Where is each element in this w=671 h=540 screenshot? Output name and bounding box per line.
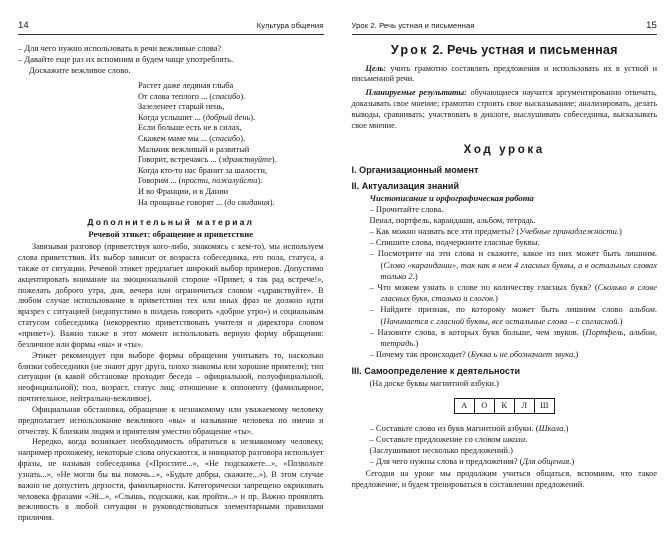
item-answer: Сколько в слове гласных букв, столько и слогов.	[380, 281, 658, 304]
poem-answer: до свидания	[227, 197, 270, 207]
body-paragraph: Этикет рекомендует при выборе формы обращения учитывать то, насколько близки собеседники (не знают друг друга, плохо знакомы или хорошие приятели); тип ситуации (в какой обстановке проходит беседа – официальной, полуофициальной, неофициальной); пол, возраст, статус лиц; отношение к оппоненту (фамильярное, почтительное, нейтрально-вежливое).	[18, 350, 324, 404]
item-text: – Найдите признак, по которому может быть лишним слово	[369, 304, 630, 315]
item-text: – Спишите слова, подчеркните гласные буквы.	[369, 237, 540, 248]
poem-line-tail: ).	[257, 176, 263, 186]
section-heading-self-determination: III. Самоопределение к деятельности	[351, 366, 521, 377]
dash-list-item	[370, 204, 658, 215]
poem-line-text: Скажем маме мы ... (	[138, 134, 213, 144]
dash-list-item	[370, 456, 658, 467]
course-of-lesson-heading: Ход урока	[463, 142, 545, 156]
dash-list-item	[370, 226, 658, 237]
poem-line-tail: ).	[269, 197, 275, 207]
item-answer: Для общения.	[522, 456, 572, 467]
poem-line	[138, 134, 324, 145]
poem-line	[138, 145, 324, 156]
poem-line	[138, 92, 324, 103]
item-text: – Составьте предложение со словом	[369, 433, 503, 444]
item-text: – Для чего нужны слова и предложения? (	[369, 456, 523, 467]
item-tail: )	[619, 315, 623, 326]
item-text: – Как можно назвать все эти предметы? (	[369, 225, 520, 236]
item-answer: Учебные принадлежности.	[519, 225, 620, 236]
dash-list-item	[370, 248, 658, 282]
item-answer: Портфель, альбом, тетрадь.	[380, 326, 657, 348]
poem-line-text: Когда услышит ... (	[138, 112, 206, 122]
item-text-cont: .	[525, 433, 528, 444]
body-paragraph: Завязывая разговор (приветствуя кого-либо, знакомясь с кем-то), мы используем слова приветствия. Их выбор зависит от возраста собеседника, его пола, статуса, а также от ситуации. Речевой этикет предлагает широкий выбор примеров. Допустимо акцентировать внимание на эмоциональной стороне «Привет, я так рад встрече!», пожелать доброго утра, дня, вечера или ограничиться словом «здравствуйте». В любом случае использование в приветствии тех или иных фраз не должно идти вразрез с ситуацией (недопустимо в полдень говорить «доброе утро») и социальным статусом собеседника (некорректно приветствовать учителя и директора словом «привет»). Важно также в этот момент использовать верную форму обращения: безличное или формы «вы» и «ты».	[18, 242, 324, 349]
poem-line	[138, 176, 324, 187]
poem-line-text: От слова теплого ... (	[138, 91, 213, 101]
dash-list-item	[370, 327, 658, 349]
lesson-title-main: 2. Речь устная и письменная	[432, 42, 618, 57]
dash-list-item	[370, 423, 658, 434]
actualization-items	[352, 204, 658, 361]
lesson-title-prefix: Урок	[390, 42, 429, 57]
item-tail: )	[414, 270, 418, 281]
blackboard-note: (На доске буквы магнитной азбуки.)	[369, 379, 499, 389]
poem-line-text: Мальчик вежливый и развитый	[138, 144, 250, 154]
goal-label: Цель:	[365, 63, 387, 73]
goal-text: учить грамотно составлять предложения и использовать их в устной и письменной речи.	[351, 63, 657, 84]
question-item: – Давайте еще раз их вспомним и будем чаще употреблять.	[18, 53, 234, 64]
lesson-title	[352, 43, 658, 57]
poem-line-tail: ).	[240, 134, 246, 144]
right-running-head	[352, 20, 658, 35]
dash-list-item	[370, 304, 658, 326]
body-paragraph: Официальная обстановка, обращение к незнакомому или уважаемому человеку предполагает использование вежливого «вы» и называние человека по имени и отчеству. К близким людям и приятелям уместно обращение «ты».	[18, 404, 324, 436]
poem-answer: здравствуйте	[221, 155, 272, 165]
item-tail: )	[565, 422, 569, 433]
item-answer: Школа.	[538, 422, 566, 433]
poem-line-tail: ).	[271, 155, 277, 165]
letter-cell: Ш	[534, 398, 555, 414]
letter-cell: К	[494, 398, 514, 414]
item-tail: )	[415, 338, 419, 348]
poem-line	[138, 102, 324, 113]
item-answer: Буква ь не обозначает звука.	[470, 349, 576, 360]
results-label: Планируемые результаты:	[365, 88, 467, 98]
item-emphasis: школа	[502, 433, 526, 444]
item-answer: Слово «карандаши», так как в нем 4 гласных буквы, а в остальных словах только 2.	[380, 259, 657, 281]
poem-line-tail: ).	[240, 91, 246, 101]
dash-list-item	[370, 434, 658, 445]
item-tail: )	[495, 293, 498, 304]
item-text: – Что можем узнать о слове по количеству гласных букв? (	[369, 281, 598, 292]
poem-block	[18, 81, 324, 208]
item-tail: )	[571, 456, 575, 467]
poem-line-text: На прощанье говорят ... (	[138, 197, 228, 207]
left-running-title: Культура общения	[256, 21, 324, 30]
closing-paragraph: Сегодня на уроке мы продолжим учиться общаться, вспомним, что такое предложение, и будем тренироваться в составлении предложений.	[351, 469, 657, 490]
item-text: (Заслушивают несколько предложений.)	[369, 446, 513, 456]
letter-cell: О	[474, 398, 494, 414]
item-emphasis: альбом	[629, 304, 655, 315]
right-running-title: Урок 2. Речь устная и письменная	[351, 21, 475, 30]
section-heading-actualization: II. Актуализация знаний	[351, 180, 460, 191]
poem-line	[138, 187, 324, 198]
question-item: – Для чего нужно использовать в речи вежливые слова?	[18, 42, 222, 53]
poem-line	[138, 198, 324, 209]
item-text: – Составьте слово из букв магнитной азбуки. (	[369, 422, 539, 433]
extra-material-subheading: Речевой этикет: обращение и приветствие	[88, 229, 254, 240]
item-text: – Назовите слова, в которых букв больше, чем звуков. (	[369, 326, 586, 337]
results-text: обучающиеся научатся аргументированно отвечать, доказывать свое мнение; грамотно строить свое высказывание; анализировать, делать выводы, сравнивать; участвовать в диалоге, выслушивать собеседника, высказывать свое мнение.	[351, 88, 657, 130]
poem-answer: спасибо	[212, 134, 241, 144]
poem-line	[138, 123, 324, 134]
left-running-head	[18, 20, 324, 35]
item-text: – Почему так происходит? (	[369, 349, 471, 360]
poem-line-text: Говорит, встречаясь ... (	[138, 155, 222, 165]
dash-list-item	[370, 237, 658, 248]
poem-line	[138, 113, 324, 124]
poem-answer: прости, пожалуйста	[181, 176, 258, 186]
poem-line	[138, 166, 324, 177]
right-page	[336, 0, 671, 540]
letter-cell: А	[454, 398, 474, 414]
poem-line-text: Говорим ... (	[138, 176, 182, 186]
item-answer: Начинается с гласной буквы, все остальные слова – с согласной.	[383, 315, 620, 326]
item-text: – Посмотрите на эти слова и скажите, какое из них может быть лишним. (	[369, 248, 657, 270]
item-text: – Прочитайте слова.	[369, 203, 444, 214]
item-tail: )	[575, 349, 579, 360]
poem-line-text: Растет даже ледяная глыба	[138, 81, 234, 91]
poem-line-text: И во Франции, и в Дании	[138, 187, 229, 197]
note-line	[370, 445, 658, 456]
left-questions-list	[18, 43, 324, 77]
dash-list-item	[370, 282, 658, 304]
magnetic-alphabet-letters	[352, 398, 658, 414]
item-text-cont: . (	[380, 304, 657, 326]
poem-answer: спасибо	[212, 91, 241, 101]
note-line	[370, 215, 658, 226]
poem-line-tail: ).	[250, 112, 256, 122]
body-paragraph: Нередко, когда возникает необходимость обратиться к незнакомому человеку, например прохожему, некоторые слова опускаются, и инициатор разговора использует фразы, не называя собеседника («Простите...», «Не подскажете...», «Позвольте узнать...», «Не могли бы вы помочь...», «Будьте добры, скажите...»). В этом случае важно не допустить дерзости, фамильярности. Категорически запрещено окрикивать человека фразами «Эй...», «Слышь, подскажи, как пройти...» и пр. Важно проявлять вежливость в любой ситуации и руководствоваться элементарными правилами приличия.	[18, 437, 324, 523]
poem-line	[138, 155, 324, 166]
self-determination-items	[352, 423, 658, 468]
letter-cell: Л	[514, 398, 534, 414]
poem-answer: добрый день	[205, 112, 251, 122]
poem-line-text: Если больше есть не в силах,	[138, 123, 242, 133]
item-tail: )	[619, 225, 622, 236]
poem-line-text: Зазеленеет старый пень,	[138, 102, 225, 112]
poem-line	[138, 81, 324, 92]
question-item-continuation: Доскажите вежливое слово.	[29, 64, 131, 75]
results-paragraph	[352, 88, 658, 131]
goal-paragraph	[352, 64, 658, 86]
dash-list-item	[370, 349, 658, 360]
left-page-number: 14	[18, 20, 29, 31]
section-heading-organizational: I. Организационный момент	[351, 164, 479, 175]
item-text: Пенал, портфель, карандаши, альбом, тетрадь.	[369, 215, 536, 225]
extra-material-heading: Дополнительный материал	[87, 217, 255, 228]
subsection-heading-penmanship: Чистописание и орфографическая работа	[369, 192, 534, 203]
right-page-number: 15	[646, 20, 657, 31]
poem-line-text: Когда кто-то нас бранит за шалости,	[138, 165, 268, 175]
